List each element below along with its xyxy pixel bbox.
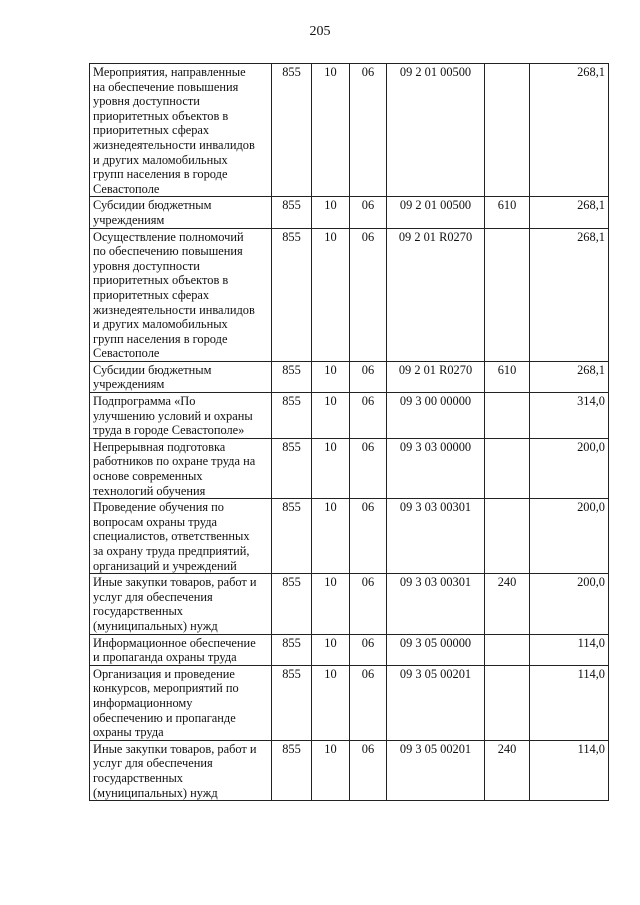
item-name-line: информационному <box>93 695 193 710</box>
expense-type-cell <box>485 665 530 740</box>
ministry-code-cell: 855 <box>272 64 312 197</box>
item-name-line: работников по охране труда на <box>93 454 256 469</box>
target-article-cell: 09 3 00 00000 <box>387 393 485 439</box>
ministry-code-cell: 855 <box>272 634 312 665</box>
item-name-line: Осуществление полномочий <box>93 229 244 244</box>
item-name-line: труда в городе Севастополе» <box>93 423 245 438</box>
item-name-cell <box>90 197 272 228</box>
item-name-line: и других маломобильных <box>93 317 228 332</box>
amount-cell: 114,0 <box>530 665 609 740</box>
expense-type-cell: 240 <box>485 740 530 800</box>
item-name-line: Непрерывная подготовка <box>93 439 226 454</box>
item-name-line: приоритетных объектов в <box>93 273 229 288</box>
item-name-line: услуг для обеспечения <box>93 589 213 604</box>
ministry-code-cell: 855 <box>272 665 312 740</box>
ministry-code-cell: 855 <box>272 438 312 498</box>
item-name-line: Организация и проведение <box>93 666 235 681</box>
table-row <box>90 361 609 392</box>
item-name-line: Субсидии бюджетным <box>93 198 212 213</box>
amount-cell: 114,0 <box>530 634 609 665</box>
item-name-cell <box>90 64 272 197</box>
item-name-line: учреждениям <box>93 212 165 227</box>
item-name-line: обеспечению и пропаганде <box>93 710 236 725</box>
item-name-line: специалистов, ответственных <box>93 529 250 544</box>
item-name-line: групп населения в городе <box>93 331 228 346</box>
item-name-line: за охрану труда предприятий, <box>93 544 250 558</box>
item-name-line: уровня доступности <box>93 258 200 273</box>
section-code-cell: 10 <box>312 740 350 800</box>
item-name-cell <box>90 361 272 392</box>
item-name-line: вопросам охраны труда <box>93 514 218 529</box>
ministry-code-cell: 855 <box>272 393 312 439</box>
subsection-code-cell: 06 <box>350 361 387 392</box>
item-name-line: уровня доступности <box>93 94 200 109</box>
ministry-code-cell: 855 <box>272 361 312 392</box>
section-code-cell: 10 <box>312 634 350 665</box>
amount-cell: 314,0 <box>530 393 609 439</box>
expense-type-cell <box>485 393 530 439</box>
target-article-cell: 09 3 03 00301 <box>387 574 485 634</box>
section-code-cell: 10 <box>312 197 350 228</box>
item-name-line: Иные закупки товаров, работ и <box>93 575 257 590</box>
subsection-code-cell: 06 <box>350 438 387 498</box>
item-name-line: Информационное обеспечение <box>93 635 256 650</box>
expense-type-cell <box>485 64 530 197</box>
subsection-code-cell: 06 <box>350 64 387 197</box>
ministry-code-cell: 855 <box>272 228 312 361</box>
item-name-line: Проведение обучения по <box>93 500 224 515</box>
expense-type-cell: 240 <box>485 574 530 634</box>
amount-cell: 200,0 <box>530 438 609 498</box>
table-row <box>90 393 609 439</box>
item-name-line: (муниципальных) нужд <box>93 785 218 800</box>
item-name-line: организаций и учреждений <box>93 558 237 573</box>
item-name-line: и других маломобильных <box>93 152 228 167</box>
table-row <box>90 228 609 361</box>
item-name-line: технологий обучения <box>93 483 206 498</box>
expense-type-cell <box>485 228 530 361</box>
table-row <box>90 665 609 740</box>
item-name-line: групп населения в городе <box>93 167 228 182</box>
table-row <box>90 634 609 665</box>
expense-type-cell: 610 <box>485 361 530 392</box>
item-name-line: жизнедеятельности инвалидов <box>93 137 255 152</box>
subsection-code-cell: 06 <box>350 197 387 228</box>
amount-cell: 268,1 <box>530 228 609 361</box>
item-name-line: Субсидии бюджетным <box>93 362 212 377</box>
item-name-line: Подпрограмма «По <box>93 394 196 409</box>
target-article-cell: 09 3 03 00000 <box>387 438 485 498</box>
target-article-cell: 09 3 05 00201 <box>387 740 485 800</box>
expense-type-cell <box>485 499 530 574</box>
section-code-cell: 10 <box>312 393 350 439</box>
item-name-line: государственных <box>93 770 184 785</box>
target-article-cell: 09 2 01 00500 <box>387 64 485 197</box>
section-code-cell: 10 <box>312 64 350 197</box>
item-name-line: по обеспечению повышения <box>93 244 243 259</box>
item-name-line: Севастополе <box>93 346 160 361</box>
item-name-line: конкурсов, мероприятий по <box>93 681 239 696</box>
item-name-cell <box>90 438 272 498</box>
item-name-cell <box>90 499 272 574</box>
expense-type-cell <box>485 438 530 498</box>
item-name-line: и пропаганда охраны труда <box>93 650 237 665</box>
item-name-line: Иные закупки товаров, работ и <box>93 741 257 756</box>
table-row <box>90 574 609 634</box>
ministry-code-cell: 855 <box>272 197 312 228</box>
item-name-line: на обеспечение повышения <box>93 79 239 94</box>
item-name-line: приоритетных сферах <box>93 123 210 138</box>
table-row <box>90 499 609 574</box>
subsection-code-cell: 06 <box>350 499 387 574</box>
table-body <box>90 64 609 801</box>
table-row <box>90 438 609 498</box>
table-row <box>90 740 609 800</box>
page-number: 205 <box>309 24 331 39</box>
table-row <box>90 197 609 228</box>
item-name-line: (муниципальных) нужд <box>93 618 218 633</box>
subsection-code-cell: 06 <box>350 740 387 800</box>
budget-table <box>89 63 609 801</box>
item-name-cell <box>90 574 272 634</box>
target-article-cell: 09 2 01 R0270 <box>387 361 485 392</box>
amount-cell: 268,1 <box>530 361 609 392</box>
section-code-cell: 10 <box>312 665 350 740</box>
amount-cell: 268,1 <box>530 64 609 197</box>
subsection-code-cell: 06 <box>350 574 387 634</box>
expense-type-cell: 610 <box>485 197 530 228</box>
item-name-line: приоритетных объектов в <box>93 108 229 123</box>
expense-type-cell <box>485 634 530 665</box>
subsection-code-cell: 06 <box>350 228 387 361</box>
item-name-cell <box>90 740 272 800</box>
item-name-line: приоритетных сферах <box>93 287 210 302</box>
section-code-cell: 10 <box>312 361 350 392</box>
item-name-line: учреждениям <box>93 377 165 392</box>
item-name-line: Севастополе <box>93 181 160 196</box>
ministry-code-cell: 855 <box>272 499 312 574</box>
item-name-line: охраны труда <box>93 725 164 740</box>
item-name-cell <box>90 634 272 665</box>
item-name-line: государственных <box>93 604 184 619</box>
target-article-cell: 09 2 01 00500 <box>387 197 485 228</box>
section-code-cell: 10 <box>312 574 350 634</box>
ministry-code-cell: 855 <box>272 740 312 800</box>
item-name-line: Мероприятия, направленные <box>93 65 246 79</box>
amount-cell: 200,0 <box>530 574 609 634</box>
item-name-cell <box>90 393 272 439</box>
subsection-code-cell: 06 <box>350 665 387 740</box>
item-name-line: услуг для обеспечения <box>93 756 213 771</box>
section-code-cell: 10 <box>312 228 350 361</box>
item-name-line: основе современных <box>93 469 203 484</box>
ministry-code-cell: 855 <box>272 574 312 634</box>
item-name-line: улучшению условий и охраны <box>93 408 253 423</box>
target-article-cell: 09 3 03 00301 <box>387 499 485 574</box>
section-code-cell: 10 <box>312 438 350 498</box>
amount-cell: 114,0 <box>530 740 609 800</box>
target-article-cell: 09 3 05 00201 <box>387 665 485 740</box>
target-article-cell: 09 2 01 R0270 <box>387 228 485 361</box>
item-name-cell <box>90 665 272 740</box>
table-row <box>90 64 609 197</box>
section-code-cell: 10 <box>312 499 350 574</box>
target-article-cell: 09 3 05 00000 <box>387 634 485 665</box>
item-name-line: жизнедеятельности инвалидов <box>93 302 255 317</box>
amount-cell: 268,1 <box>530 197 609 228</box>
item-name-cell <box>90 228 272 361</box>
subsection-code-cell: 06 <box>350 634 387 665</box>
amount-cell: 200,0 <box>530 499 609 574</box>
subsection-code-cell: 06 <box>350 393 387 439</box>
